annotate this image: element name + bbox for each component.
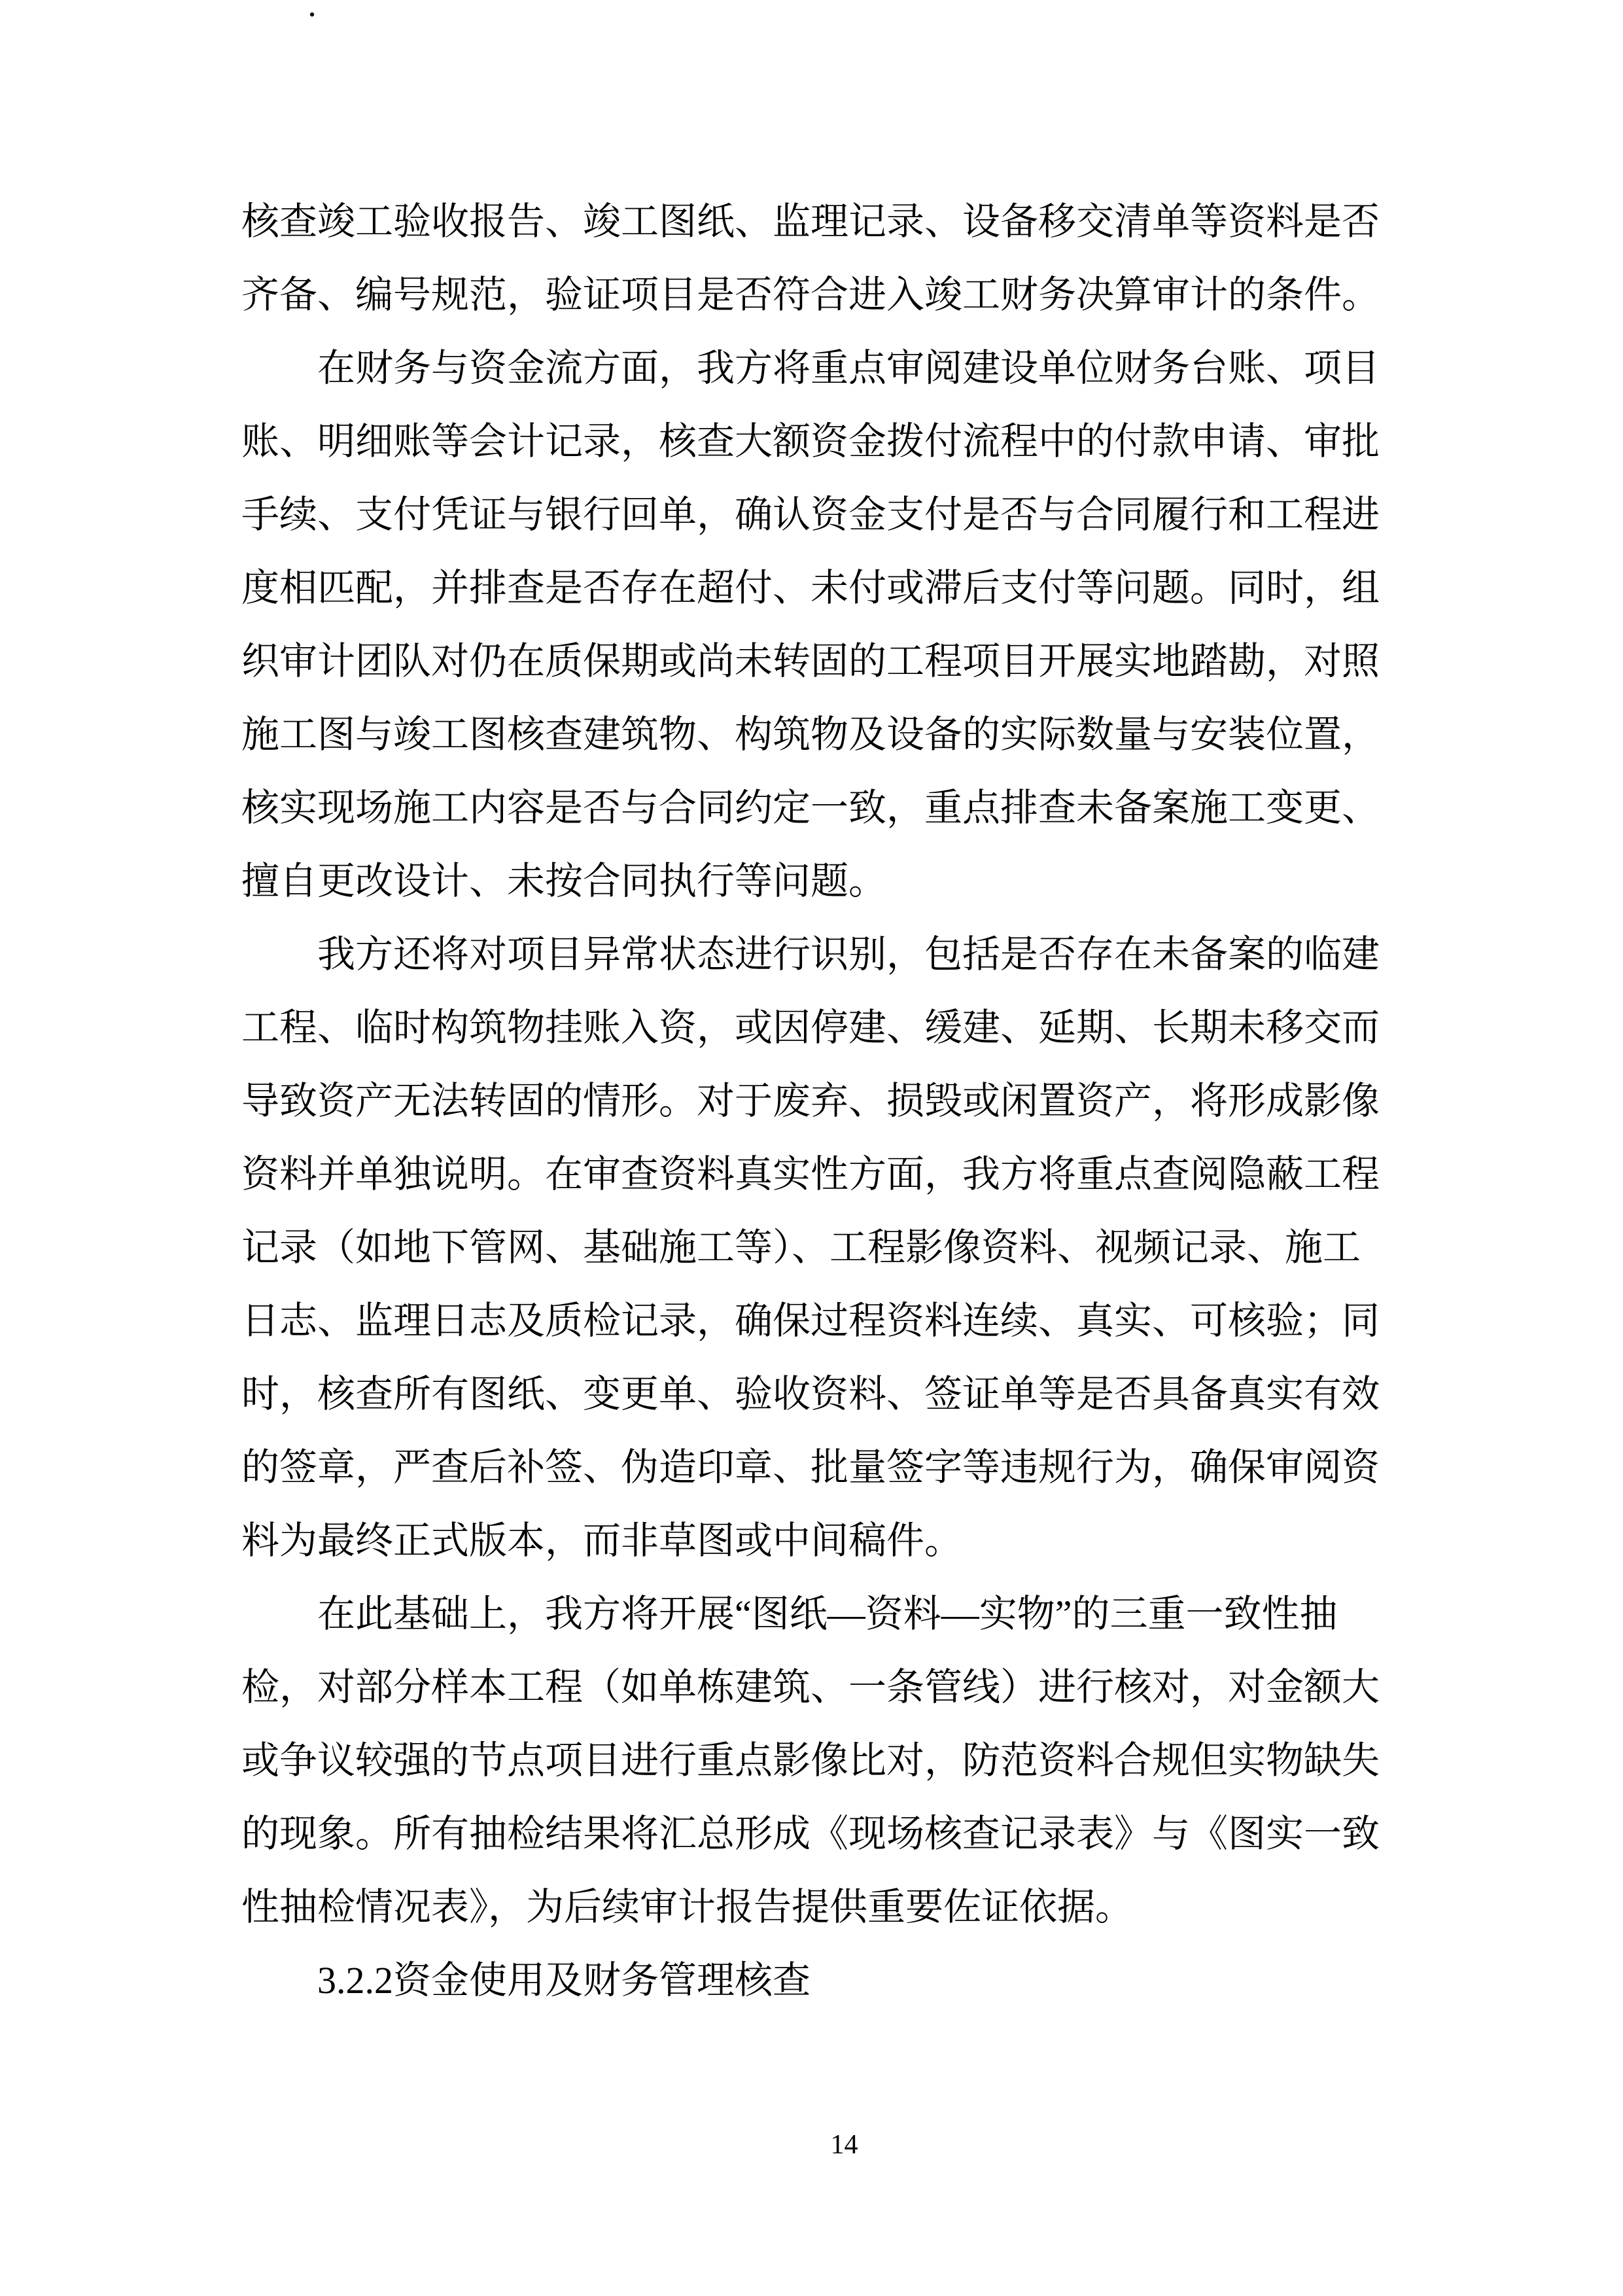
text-line: 核查竣工验收报告、竣工图纸、监理记录、设备移交清单等资料是否	[241, 200, 1380, 243]
text-line: 在财务与资金流方面，我方将重点审阅建设单位财务台账、项目	[317, 347, 1380, 389]
text-line: 织审计团队对仍在质保期或尚未转固的工程项目开展实地踏勘，对照	[241, 640, 1380, 682]
text-line: 的现象。所有抽检结果将汇总形成《现场核查记录表》与《图实一致	[241, 1812, 1380, 1855]
page-footer	[65, 2125, 1623, 2164]
text-line: 齐备、编号规范，验证项目是否符合进入竣工财务决算审计的条件。	[241, 274, 1380, 316]
stray-dot: •	[309, 5, 315, 24]
text-line: 工程、临时构筑物挂账入资，或因停建、缓建、延期、长期未移交而	[241, 1006, 1380, 1049]
text-line: 或争议较强的节点项目进行重点影像比对，防范资料合规但实物缺失	[241, 1739, 1380, 1782]
text-line: 在此基础上，我方将开展“图纸—资料—实物”的三重一致性抽	[317, 1593, 1338, 1635]
text-line: 检，对部分样本工程（如单栋建筑、一条管线）进行核对，对金额大	[241, 1666, 1380, 1708]
text-line: 导致资产无法转固的情形。对于废弃、损毁或闲置资产，将形成影像	[241, 1080, 1380, 1122]
text-line: 核实现场施工内容是否与合同约定一致，重点排查未备案施工变更、	[241, 786, 1380, 829]
text-line: 施工图与竣工图核查建筑物、构筑物及设备的实际数量与安装位置，	[241, 713, 1380, 756]
text-line: 料为最终正式版本，而非草图或中间稿件。	[241, 1519, 963, 1562]
text-line: 日志、监理日志及质检记录，确保过程资料连续、真实、可核验；同	[241, 1299, 1380, 1342]
document-body	[241, 185, 1380, 2017]
text-line: 时，核查所有图纸、变更单、验收资料、签证单等是否具备真实有效	[241, 1373, 1380, 1415]
text-line: 我方还将对项目异常状态进行识别，包括是否存在未备案的临建	[317, 933, 1380, 976]
text-line: 度相匹配，并排查是否存在超付、未付或滞后支付等问题。同时，组	[241, 567, 1380, 609]
page-number: 14	[830, 2130, 858, 2160]
text-line: 的签章，严查后补签、伪造印章、批量签字等违规行为，确保审阅资	[241, 1446, 1380, 1489]
text-line: 3.2.2资金使用及财务管理核查	[317, 1959, 811, 2002]
text-line: 手续、支付凭证与银行回单，确认资金支付是否与合同履行和工程进	[241, 493, 1380, 536]
text-line: 性抽检情况表》，为后续审计报告提供重要佐证依据。	[241, 1886, 1134, 1928]
text-line: 资料并单独说明。在审查资料真实性方面，我方将重点查阅隐蔽工程	[241, 1153, 1380, 1195]
text-line: 记录（如地下管网、基础施工等）、工程影像资料、视频记录、施工	[241, 1226, 1361, 1269]
text-line: 擅自更改设计、未按合同执行等问题。	[241, 860, 887, 902]
text-line: 账、明细账等会计记录，核查大额资金拨付流程中的付款申请、审批	[241, 420, 1380, 463]
